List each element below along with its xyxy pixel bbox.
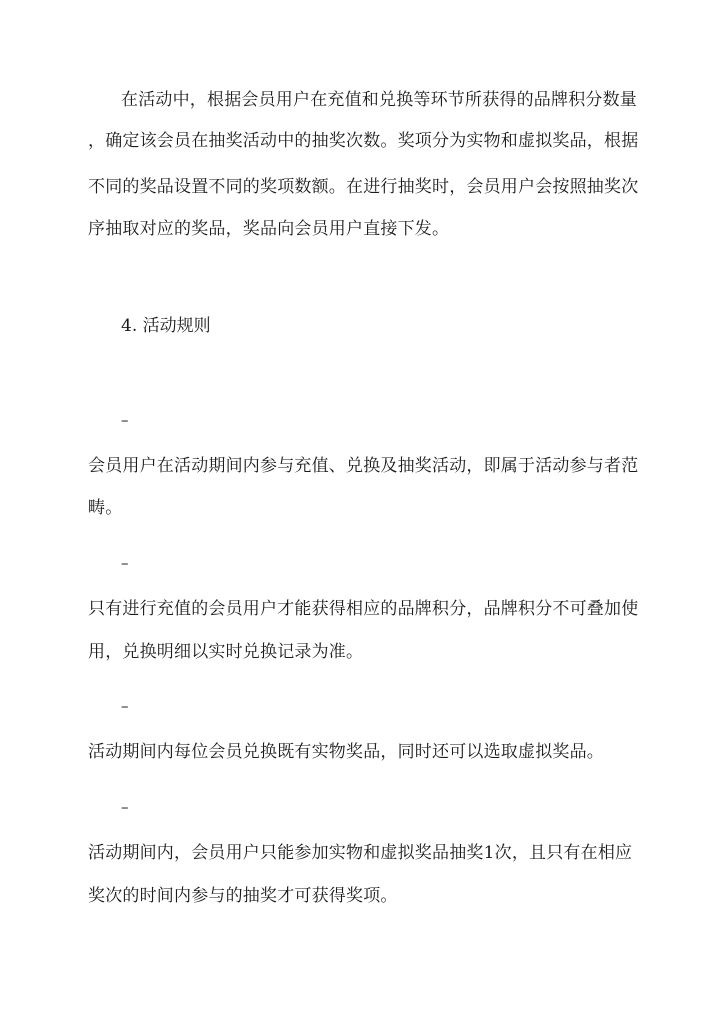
intro-line-1: 在活动中，根据会员用户在充值和兑换等环节所获得的品牌积分数量: [121, 90, 637, 110]
intro-line-4: 序抽取对应的奖品，奖品向会员用户直接下发。: [88, 219, 450, 239]
rule-1-line-1: 会员用户在活动期间内参与充值、兑换及抽奖活动，即属于活动参与者范: [88, 456, 639, 476]
rule-1-line-2: 畴。: [88, 498, 123, 518]
bullet-dash: –: [121, 411, 129, 429]
rule-4-line-2: 奖次的时间内参与的抽奖才可获得奖项。: [88, 886, 398, 906]
intro-line-3: 不同的奖品设置不同的奖项数额。在进行抽奖时，会员用户会按照抽奖次: [88, 177, 639, 197]
section-heading: 4. 活动规则: [121, 316, 211, 336]
bullet-dash: –: [121, 697, 129, 715]
rule-2-line-2: 用，兑换明细以实时兑换记录为准。: [88, 642, 364, 662]
bullet-dash: –: [121, 798, 129, 816]
intro-line-2: ，确定该会员在抽奖活动中的抽奖次数。奖项分为实物和虚拟奖品，根据: [88, 131, 639, 151]
rule-4-line-1: 活动期间内，会员用户只能参加实物和虚拟奖品抽奖1次，且只有在相应: [88, 843, 633, 863]
rule-3-line-1: 活动期间内每位会员兑换既有实物奖品，同时还可以选取虚拟奖品。: [88, 742, 604, 762]
rule-2-line-1: 只有进行充值的会员用户才能获得相应的品牌积分，品牌积分不可叠加使: [88, 599, 639, 619]
bullet-dash: –: [121, 554, 129, 572]
